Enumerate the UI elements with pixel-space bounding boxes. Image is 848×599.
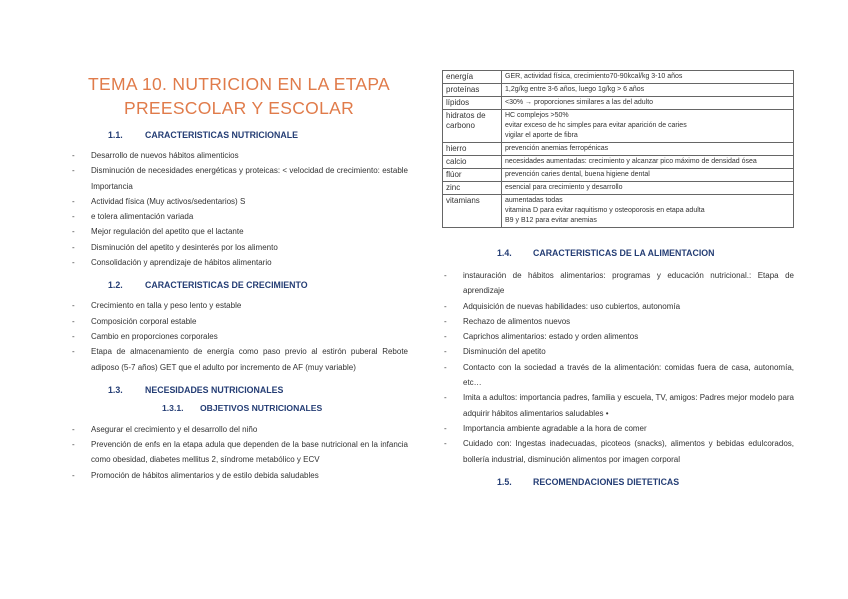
table-value-line: <30% → proporciones similares a las del adulto [505,99,654,106]
table-row [443,110,794,143]
table-key-cell: vitamians [443,195,502,228]
section-1-2-heading [70,280,408,290]
table-row [443,182,794,195]
list-item: - Imita a adultos: importancia padres, familia y escuela, TV, amigos: Padres mejor modelo para adquirir hábitos alimentarios saludables • [442,390,794,421]
list-item: - Promoción de hábitos alimentarios y de estilo debida saludables [70,468,408,483]
title-line-1: TEMA 10. NUTRICION EN LA ETAPA [87,74,391,94]
subsection-number: 1.3.1. [162,402,184,413]
right-column [442,70,794,497]
table-value-cell [502,143,794,156]
list-item: - Disminución del apetito [442,344,794,359]
section-1-3-heading [70,385,408,395]
table-value-line: GER, actividad física, crecimiento70-90kcal/kg 3-10 años [505,73,683,80]
list-item: - Rechazo de alimentos nuevos [442,314,794,329]
table-value-cell [502,97,794,110]
section-title: CARACTERISTICAS NUTRICIONALE [145,130,298,140]
table-value-line: prevención anemias ferropénicas [505,145,609,152]
list-item: - Mejor regulación del apetito que el lactante [70,224,408,239]
table-row [443,195,794,228]
section-1-1-list [70,148,408,270]
section-1-1-heading [70,130,408,140]
table-value-line: 1,2g/kg entre 3-6 años, luego 1g/kg > 6 años [505,86,645,93]
section-number: 1.2. [108,280,123,291]
section-number: 1.1. [108,130,123,140]
table-row [443,84,794,97]
table-row [443,71,794,84]
list-item: - Importancia ambiente agradable a la hora de comer [442,421,794,436]
list-item: - Crecimiento en talla y peso lento y estable [70,298,408,313]
table-value-cell [502,169,794,182]
list-item: - Disminución de necesidades energéticas y proteicas: < velocidad de crecimiento: estable Importancia [70,163,408,194]
table-key-cell: zinc [443,182,502,195]
list-item: - instauración de hábitos alimentarios: programas y educación nutricional.: Etapa de aprendizaje [442,268,794,299]
section-number: 1.4. [497,248,512,258]
list-item: - Caprichos alimentarios: estado y orden alimentos [442,329,794,344]
nutrient-table [442,70,794,228]
table-value-line: vigilar el aporte de fibra [505,132,578,139]
list-item: - Asegurar el crecimiento y el desarrollo del niño [70,422,408,437]
table-value-line: evitar exceso de hc simples para evitar aparición de caries [505,122,687,129]
list-item: - Disminución del apetito y desinterés por los alimento [70,240,408,255]
list-item: - Etapa de almacenamiento de energía como paso previo al estirón puberal Rebote adiposo (5-7 años) GET que el adulto por incremento de AF (muy variable) [70,344,408,375]
table-value-cell [502,182,794,195]
list-item: - Contacto con la sociedad a través de la alimentación: comidas fuera de casa, autonomía, etc… [442,360,794,391]
list-item: - Actividad física (Muy activos/sedentarios) S [70,194,408,209]
table-key-cell: hidratos de carbono [443,110,502,143]
table-value-line: B9 y B12 para evitar anemias [505,217,597,224]
table-row [443,169,794,182]
table-value-line: prevención caries dental, buena higiene dental [505,171,650,178]
section-1-4-heading [442,248,794,258]
table-value-cell [502,110,794,143]
table-value-line: necesidades aumentadas: crecimiento y alcanzar pico máximo de densidad ósea [505,158,757,165]
section-number: 1.5. [497,476,512,487]
section-1-4 [442,248,794,487]
section-1-4-list [442,268,794,467]
section-title: RECOMENDACIONES DIETETICAS [533,476,680,487]
table-value-cell [502,156,794,169]
list-item: - Consolidación y aprendizaje de hábitos alimentario [70,255,408,270]
table-key-cell: hierro [443,143,502,156]
list-item: - Composición corporal estable [70,314,408,329]
table-key-cell: calcio [443,156,502,169]
table-value-cell [502,84,794,97]
table-row [443,143,794,156]
list-item: - Cuidado con: Ingestas inadecuadas, picoteos (snacks), alimentos y bebidas edulcorados, bollería industrial, disminución alimentos por imagen corporal [442,436,794,467]
subsection-title: OBJETIVOS NUTRICIONALES [200,402,323,413]
table-value-line: aumentadas todas [505,197,563,204]
section-1-5-heading [442,477,794,487]
table-row [443,97,794,110]
table-key-cell: energía [443,71,502,84]
table-row [443,156,794,169]
table-value-cell [502,71,794,84]
list-item: - Prevención de enfs en la etapa adula que dependen de la base nutricional en la infancia como obesidad, diabetes mellitus 2, síndrome metabólico y ECV [70,437,408,468]
list-item: - e tolera alimentación variada [70,209,408,224]
section-number: 1.3. [108,384,123,395]
section-1-2-list [70,298,408,374]
list-item: - Adquisición de nuevas habilidades: uso cubiertos, autonomía [442,299,794,314]
section-title: CARACTERISTICAS DE CRECIMIENTO [145,280,308,291]
list-item: - Cambio en proporciones corporales [70,329,408,344]
left-column [70,72,408,493]
table-key-cell: lípidos [443,97,502,110]
table-key-cell: proteínas [443,84,502,97]
table-value-line: HC complejos >50% [505,112,569,119]
section-title: NECESIDADES NUTRICIONALES [145,384,284,395]
page-title [70,72,408,120]
subsection-1-3-1-heading [70,403,408,413]
table-key-cell: flúor [443,169,502,182]
section-title: CARACTERISTICAS DE LA ALIMENTACION [533,248,715,258]
list-item: - Desarrollo de nuevos hábitos alimenticios [70,148,408,163]
table-value-cell [502,195,794,228]
table-value-line: esencial para crecimiento y desarrollo [505,184,623,191]
title-line-2: PREESCOLAR Y ESCOLAR [123,98,355,118]
section-1-3-list [70,422,408,483]
table-value-line: vitamina D para evitar raquitismo y osteoporosis en etapa adulta [505,207,705,214]
